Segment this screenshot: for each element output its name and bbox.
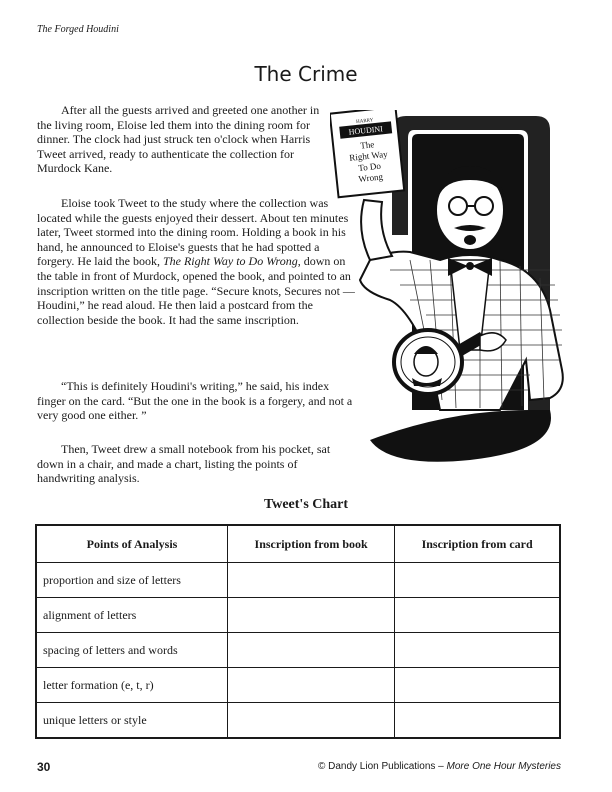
table-row bbox=[36, 598, 560, 633]
running-header: The Forged Houdini bbox=[37, 24, 119, 35]
book-cell[interactable] bbox=[228, 703, 395, 739]
book-cell[interactable] bbox=[228, 598, 395, 633]
table-row bbox=[36, 703, 560, 739]
raised-arm bbox=[361, 200, 392, 260]
book-title-italic: The Right Way to Do Wrong bbox=[162, 254, 298, 269]
story-paragraph-2 bbox=[37, 196, 357, 327]
open-mouth bbox=[464, 235, 476, 245]
book-author: HARRY bbox=[355, 118, 374, 125]
row-label: unique letters or style bbox=[36, 703, 228, 739]
header-inscription-from-card: Inscription from card bbox=[395, 525, 560, 563]
analysis-chart bbox=[35, 524, 561, 739]
book-title-line-3: To Do bbox=[357, 160, 382, 173]
paragraph-text: Eloise took Tweet to the study where the collection was located while the guests enjoyed their dessert. About ten minutes later, Tweet stormed into the dining room. Holding a book in his hand, he announced to Eloise's guests that he had spotted a forgery. He laid the book, bbox=[37, 196, 349, 269]
story-paragraph-4: Then, Tweet drew a small notebook from his pocket, sat down in a chair, and made a chart, listing the points of handwriting analysis. bbox=[37, 442, 331, 486]
footer-credit bbox=[318, 761, 561, 772]
header-points-of-analysis: Points of Analysis bbox=[36, 525, 228, 563]
book-title-line-2: Right Way bbox=[348, 148, 389, 163]
card-cell[interactable] bbox=[395, 703, 560, 739]
row-label: spacing of letters and words bbox=[36, 633, 228, 668]
book-title-line-4: Wrong bbox=[357, 171, 384, 185]
book-cell[interactable] bbox=[228, 668, 395, 703]
book-name: HOUDINI bbox=[348, 124, 384, 137]
card-cell[interactable] bbox=[395, 633, 560, 668]
table-row bbox=[36, 668, 560, 703]
table-row bbox=[36, 633, 560, 668]
book-title-line-1: The bbox=[359, 139, 375, 151]
card-cell[interactable] bbox=[395, 563, 560, 598]
page-title: The Crime bbox=[254, 62, 358, 86]
chart-header-row bbox=[36, 525, 560, 563]
book-cell[interactable] bbox=[228, 633, 395, 668]
book-cell[interactable] bbox=[228, 563, 395, 598]
row-label: proportion and size of letters bbox=[36, 563, 228, 598]
publisher-credit: © Dandy Lion Publications – bbox=[317, 761, 447, 772]
paragraph-text: , down on the table in front of Murdock, opened the book, and pointed to an inscription written on the title page. “Secure knots, Secures not — Houdini,” he read aloud. He then laid a postcard from the collection beside the book. It had the same inscription. bbox=[37, 254, 355, 327]
page-number: 30 bbox=[37, 760, 51, 774]
story-paragraph-3: “This is definitely Houdini's writing,” he said, his index finger on the card. “But the one in the book is a forgery, and not a very good one either. ” bbox=[37, 379, 353, 423]
card-cell[interactable] bbox=[395, 598, 560, 633]
row-label: alignment of letters bbox=[36, 598, 228, 633]
bow-tie-knot bbox=[466, 262, 474, 270]
table-row bbox=[36, 563, 560, 598]
header-inscription-from-book: Inscription from book bbox=[228, 525, 395, 563]
series-title: More One Hour Mysteries bbox=[446, 761, 561, 772]
floor-shadow bbox=[370, 410, 551, 462]
story-paragraph-1: After all the guests arrived and greeted one another in the living room, Eloise led them into the dining room for dinner. The clock had just struck ten o'clock when Harris Tweet arrived, ready to authenticate the collection for Murdock Kane. bbox=[37, 103, 320, 176]
row-label: letter formation (e, t, r) bbox=[36, 668, 228, 703]
tweet-illustration bbox=[330, 110, 582, 470]
book-held-up bbox=[330, 110, 404, 197]
card-cell[interactable] bbox=[395, 668, 560, 703]
chart-title: Tweet's Chart bbox=[263, 497, 349, 512]
